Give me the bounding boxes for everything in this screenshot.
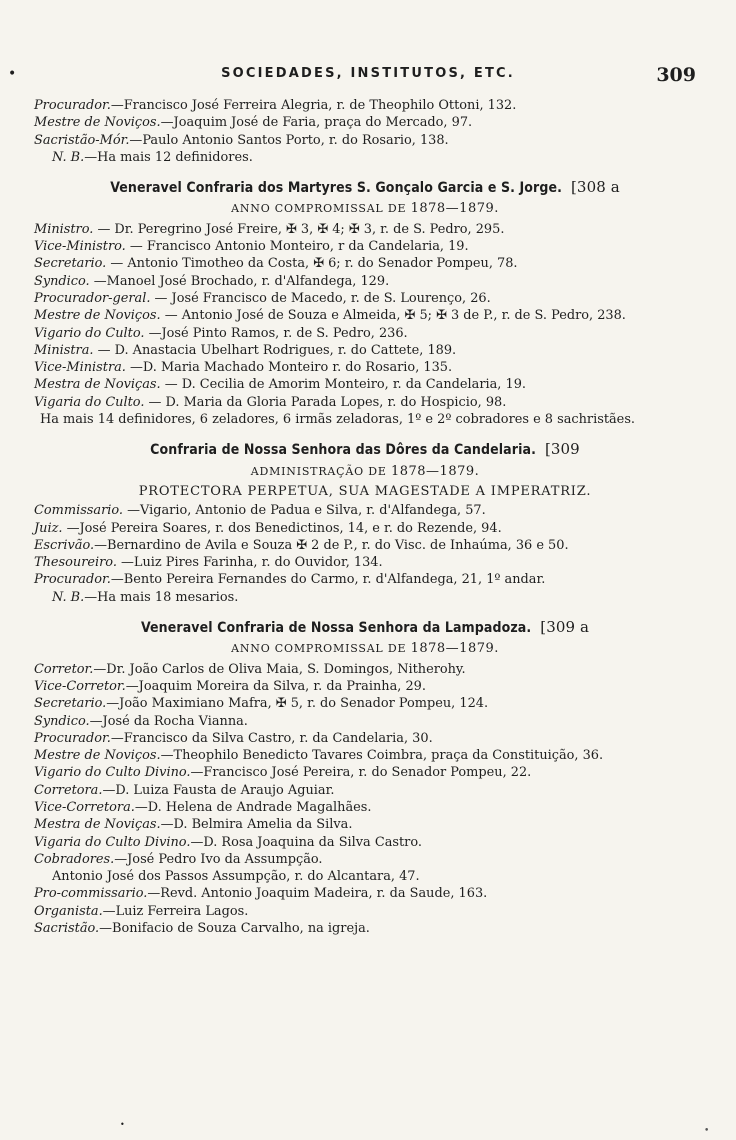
entry-line: Vice-Corretor.—Joaquim Moreira da Silva, r. da Prainha, 29. xyxy=(34,678,426,694)
entry-line: Vigario do Culto Divino.—Francisco José Pereira, r. do Senador Pompeu, 22. xyxy=(34,765,532,781)
entry-line: Pro-commissario.—Revd. Antonio Joaquim Madeira, r. da Saude, 163. xyxy=(34,886,488,902)
intro-note: N. B.—Ha mais 12 definidores. xyxy=(52,149,253,165)
entry-line: Mestra de Noviças. — D. Cecilia de Amorim Monteiro, r. da Candelaria, 19. xyxy=(34,377,526,393)
section-heading: Confraria de Nossa Senhora das Dôres da Candelaria. [309 xyxy=(150,440,580,459)
intro-line: Sacristão-Mór.—Paulo Antonio Santos Porto, r. do Rosario, 138. xyxy=(34,132,449,148)
protectora-line: PROTECTORA PERPETUA, SUA MAGESTADE A IMPERATRIZ. xyxy=(138,483,592,499)
entry-line: Mestra de Noviças.—D. Belmira Amelia da Silva. xyxy=(34,817,353,833)
entry-line: Mestre de Noviços.—Theophilo Benedicto Tavares Coimbra, praça da Constituição, 36. xyxy=(34,748,604,764)
section-entries xyxy=(34,502,696,606)
footer-mark-left: • xyxy=(120,1120,125,1129)
section-note: Ha mais 14 definidores, 6 zeladores, 6 irmãs zeladoras, 1º e 2º cobradores e 8 sachristães. xyxy=(40,412,636,428)
entry-line: Mestre de Noviços. — Antonio José de Souza e Almeida, ✠ 5; ✠ 3 de P., r. de S. Pedro, 238. xyxy=(34,308,626,324)
page-header xyxy=(0,66,736,88)
entry-line: Ministra. — D. Anastacia Ubelhart Rodrigues, r. do Cattete, 189. xyxy=(34,342,457,358)
entry-line: Syndico.—José da Rocha Vianna. xyxy=(34,713,248,729)
entry-line: Secretario. — Antonio Timotheo da Costa, ✠ 6; r. do Senador Pompeu, 78. xyxy=(34,256,518,272)
running-title: SOCIEDADES, INSTITUTOS, ETC. xyxy=(221,66,515,81)
entry-line: Cobradores.—José Pedro Ivo da Assumpção. xyxy=(34,851,323,867)
section-heading: Veneravel Confraria dos Martyres S. Gonçalo Garcia e S. Jorge. [308 a xyxy=(110,178,620,197)
entry-line: Corretor.—Dr. João Carlos de Oliva Maia, S. Domingos, Nitherohy. xyxy=(34,661,466,677)
section-subheading: ADMINISTRAÇÃO DE 1878—1879. xyxy=(250,463,480,479)
entry-line: Procurador.—Francisco da Silva Castro, r. da Candelaria, 30. xyxy=(34,730,433,746)
entry-line: Procurador.—Bento Pereira Fernandes do Carmo, r. d'Alfandega, 21, 1º andar. xyxy=(34,572,546,588)
section-note: N. B.—Ha mais 18 mesarios. xyxy=(52,589,239,605)
entry-line: Syndico. —Manoel José Brochado, r. d'Alfandega, 129. xyxy=(34,273,390,289)
section-subheading: ANNO COMPROMISSAL DE 1878—1879. xyxy=(231,201,499,217)
entry-line: Organista.—Luiz Ferreira Lagos. xyxy=(34,903,249,919)
entry-line: Thesoureiro. —Luiz Pires Farinha, r. do Ouvidor, 134. xyxy=(34,555,383,571)
entry-line: Vice-Ministra. —D. Maria Machado Monteiro r. do Rosario, 135. xyxy=(34,360,453,376)
section-entries xyxy=(34,661,696,938)
entry-line: Commissario. —Vigario, Antonio de Padua e Silva, r. d'Alfandega, 57. xyxy=(34,503,486,519)
section-heading: Veneravel Confraria de Nossa Senhora da Lampadoza. [309 a xyxy=(140,618,590,637)
entry-line: Juiz. —José Pereira Soares, r. dos Benedictinos, 14, e r. do Rezende, 94. xyxy=(34,520,502,536)
entry-line: Procurador-geral. — José Francisco de Macedo, r. de S. Lourenço, 26. xyxy=(34,290,491,306)
intro-line: Mestre de Noviços.—Joaquim José de Faria, praça do Mercado, 97. xyxy=(34,115,473,131)
entry-line: Vice-Ministro. — Francisco Antonio Monteiro, r da Candelaria, 19. xyxy=(34,239,469,255)
entry-line: Vigaria do Culto Divino.—D. Rosa Joaquina da Silva Castro. xyxy=(34,834,422,850)
entry-line: Antonio José dos Passos Assumpção, r. do Alcantara, 47. xyxy=(52,869,420,885)
entry-line: Escrivão.—Bernardino de Avila e Souza ✠ 2 de P., r. do Visc. de Inhaúma, 36 e 50. xyxy=(34,537,569,553)
entry-line: Vigario do Culto. —José Pinto Ramos, r. de S. Pedro, 236. xyxy=(34,325,408,341)
entry-line: Sacristão.—Bonifacio de Souza Carvalho, na igreja. xyxy=(34,921,370,937)
entry-line: Secretario.—João Maximiano Mafra, ✠ 5, r. do Senador Pompeu, 124. xyxy=(34,696,489,712)
entry-line: Corretora.—D. Luiza Fausta de Araujo Aguiar. xyxy=(34,782,335,798)
intro-line: Procurador.—Francisco José Ferreira Alegria, r. de Theophilo Ottoni, 132. xyxy=(34,98,517,113)
section-subheading: ANNO COMPROMISSAL DE 1878—1879. xyxy=(231,641,499,657)
entry-line: Ministro. — Dr. Peregrino José Freire, ✠ 3, ✠ 4; ✠ 3, r. de S. Pedro, 295. xyxy=(34,221,505,237)
page-number: 309 xyxy=(656,64,696,86)
header-bullet: • xyxy=(8,66,17,82)
entry-line: Vigaria do Culto. — D. Maria da Gloria Parada Lopes, r. do Hospicio, 98. xyxy=(34,394,507,410)
entry-line: Vice-Corretora.—D. Helena de Andrade Magalhães. xyxy=(34,799,372,815)
page-content xyxy=(34,97,696,937)
footer-mark-right: • xyxy=(704,1126,710,1136)
section-entries xyxy=(34,221,696,429)
